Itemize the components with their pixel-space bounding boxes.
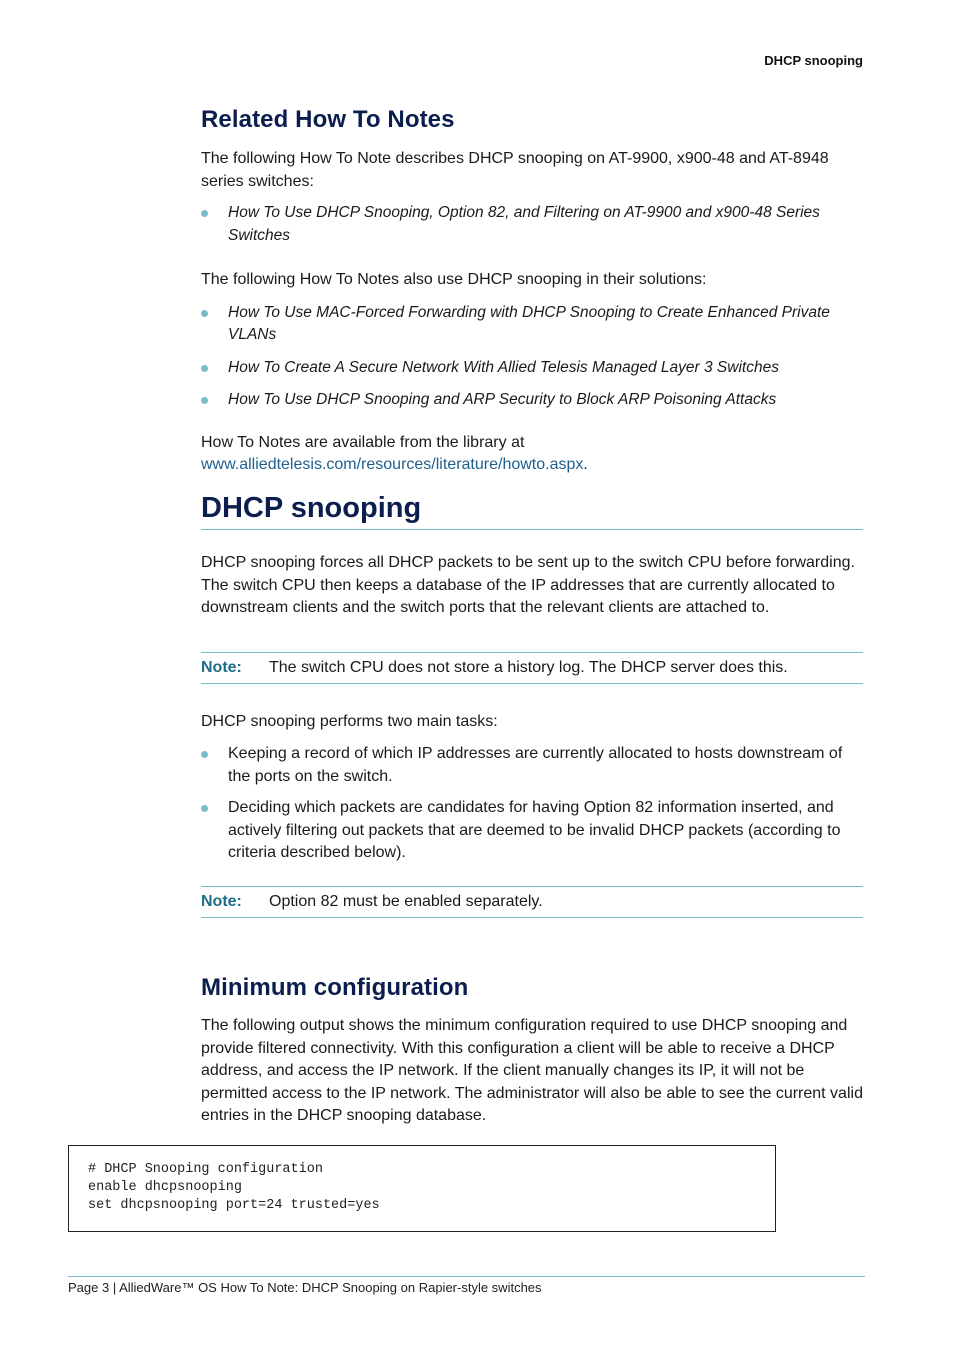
dhcp-snooping-section: [201, 492, 863, 918]
min-config-para: The following output shows the minimum configuration required to use DHCP snooping and provide filtered connectivity. With this configuration a client will be able to receive a DHCP address, and access the IP network. If the client manually changes its IP, it will not be permitted access to the IP network. The administrator will also be able to see the current valid entries in the DHCP snooping database.: [201, 1017, 863, 1124]
bullet-icon: [201, 751, 208, 758]
related-intro: The following How To Note describes DHCP snooping on AT-9900, x900-48 and AT-8948 series switches:: [201, 150, 829, 190]
related-list-2: [201, 302, 863, 412]
note-text: The switch CPU does not store a history log. The DHCP server does this.: [269, 658, 788, 676]
note-label: Note:: [201, 892, 242, 910]
tasks-intro: DHCP snooping performs two main tasks:: [201, 712, 498, 730]
bullet-icon: [201, 365, 208, 372]
code-line: # DHCP Snooping configuration: [88, 1162, 323, 1177]
list-item: How To Use MAC-Forced Forwarding with DHCP Snooping to Create Enhanced Private VLANs: [201, 302, 863, 347]
dhcp-snooping-heading: DHCP snooping: [201, 492, 422, 524]
bullet-icon: [201, 210, 208, 217]
bullet-icon: [201, 397, 208, 404]
bullet-icon: [201, 805, 208, 812]
list-item: Keeping a record of which IP addresses are currently allocated to hosts downstream of the ports on the switch.: [201, 743, 863, 788]
code-block: [68, 1145, 776, 1232]
related-intro-2: The following How To Notes also use DHCP snooping in their solutions:: [201, 271, 707, 288]
availability-text: How To Notes are available from the library at www.alliedtelesis.com/resources/literature/howto.aspx.: [201, 433, 588, 473]
min-config-heading: Minimum configuration: [201, 974, 469, 1001]
bullet-icon: [201, 310, 208, 317]
note-label: Note:: [201, 658, 242, 676]
tasks-list: [201, 743, 863, 865]
library-link[interactable]: www.alliedtelesis.com/resources/literature/howto.aspx: [201, 456, 584, 473]
code-line: set dhcpsnooping port=24 trusted=yes: [88, 1198, 380, 1213]
min-config-section: [201, 974, 863, 1128]
code-line: enable dhcpsnooping: [88, 1180, 242, 1195]
footer-rule: [68, 1276, 865, 1277]
page-footer: Page 3 | AlliedWare™ OS How To Note: DHCP Snooping on Rapier-style switches: [68, 1280, 542, 1295]
dhcp-para: DHCP snooping forces all DHCP packets to be sent up to the switch CPU before forwarding. The switch CPU then keeps a database of the IP addresses that are currently allocated to downstream clients and the switch ports that the relevant clients are attached to.: [201, 554, 855, 616]
running-header: DHCP snooping: [764, 53, 863, 68]
list-item: How To Use DHCP Snooping, Option 82, and Filtering on AT-9900 and x900-48 Series Switches: [201, 202, 863, 247]
related-list-1: [201, 202, 863, 247]
list-item: Deciding which packets are candidates for having Option 82 information inserted, and actively filtering out packets that are deemed to be invalid DHCP packets (according to criteria described below).: [201, 797, 863, 865]
note-box: [201, 652, 863, 684]
related-notes-heading: Related How To Notes: [201, 106, 455, 133]
related-notes-section: [201, 106, 863, 477]
note-text: Option 82 must be enabled separately.: [269, 892, 543, 910]
list-item: How To Create A Secure Network With Allied Telesis Managed Layer 3 Switches: [201, 357, 863, 380]
note-box: [201, 886, 863, 918]
list-item: How To Use DHCP Snooping and ARP Security to Block ARP Poisoning Attacks: [201, 389, 863, 412]
dhcp-heading-rule: [201, 492, 863, 530]
